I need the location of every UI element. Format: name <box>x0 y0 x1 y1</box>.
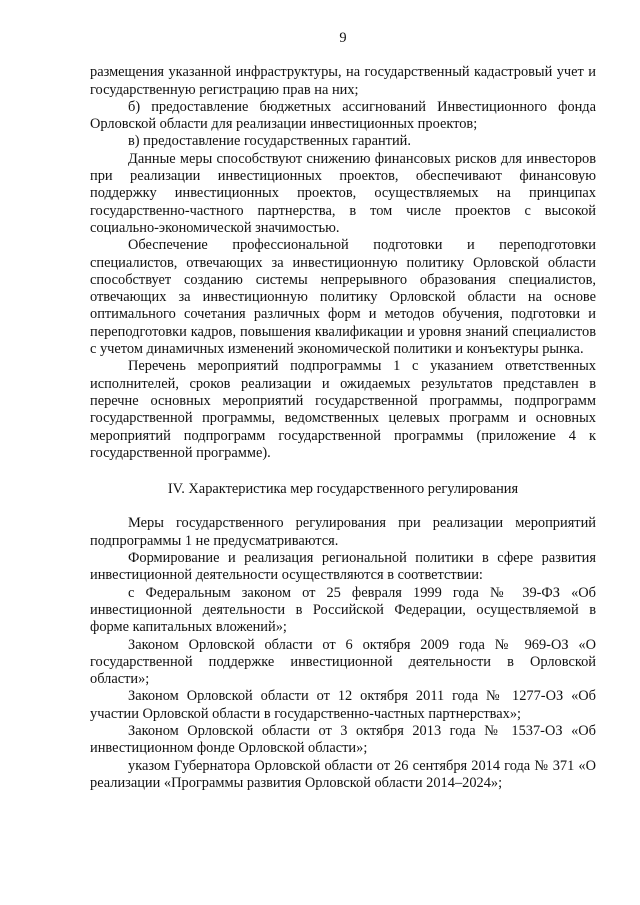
paragraph: Меры государственного регулирования при реализации мероприятий подпрограммы 1 не предусматриваются. <box>90 515 596 549</box>
page-number: 9 <box>339 30 347 46</box>
paragraph: Законом Орловской области от 3 октября 2013 года № 1537-ОЗ «Об инвестиционном фонде Орловской области»; <box>90 722 596 757</box>
paragraphs-top <box>90 64 596 462</box>
paragraphs-bottom <box>90 515 596 792</box>
paragraph: указом Губернатора Орловской области от 26 сентября 2014 года № 371 «О реализации «Программы развития Орловской области 2014–2024»; <box>90 757 596 791</box>
paragraph: размещения указанной инфраструктуры, на государственный кадастровый учет и государственную регистрацию прав на них; <box>90 64 596 98</box>
paragraph: б) предоставление бюджетных ассигнований Инвестиционного фонда Орловской области для реализации инвестиционных проектов; <box>90 98 596 133</box>
paragraph: с Федеральным законом от 25 февраля 1999 года № 39-ФЗ «Об инвестиционной деятельности в Российской Федерации, осуществляемой в форме капитальных вложений»; <box>90 584 596 636</box>
paragraph: Законом Орловской области от 12 октября 2011 года № 1277-ОЗ «Об участии Орловской области в государственно-частных партнерствах»; <box>90 688 596 722</box>
paragraph: в) предоставление государственных гарантий. <box>128 133 411 150</box>
paragraph: Обеспечение профессиональной подготовки и переподготовки специалистов, отвечающих за инвестиционную политику Орловской области способствует созданию системы непрерывного образования специалистов, отвечающих за инвестиционную политику Орловской области на основе оптимального сочетания различных форм и методов обучения, подготовки и переподготовки кадров, повышения квалификации и уровня знаний специалистов с учетом динамичных изменений экономической политики и конъектуры рынка. <box>90 237 596 358</box>
paragraph: Данные меры способствуют снижению финансовых рисков для инвесторов при реализации инвестиционных проектов, обеспечивают финансовую поддержку инвестиционных проектов, осуществляемых на принципах государственно-частного партнерства, в том числе проектов с высокой социально-экономической значимостью. <box>90 150 596 236</box>
document-page <box>90 30 596 792</box>
paragraph: Перечень мероприятий подпрограммы 1 с указанием ответственных исполнителей, сроков реализации и ожидаемых результатов представлен в перечне основных мероприятий государственной программы, подпрограмм государственной программы, ведомственных целевых программ и основных мероприятий подпрограмм государственной программы (приложение 4 к государственной программе). <box>90 358 596 461</box>
section-heading: IV. Характеристика мер государственного регулирования <box>167 481 519 498</box>
paragraph: Формирование и реализация региональной политики в сфере развития инвестиционной деятельности осуществляются в соответствии: <box>90 550 596 584</box>
paragraph: Законом Орловской области от 6 октября 2009 года № 969-ОЗ «О государственной поддержке инвестиционной деятельности в Орловской области»; <box>90 636 596 688</box>
